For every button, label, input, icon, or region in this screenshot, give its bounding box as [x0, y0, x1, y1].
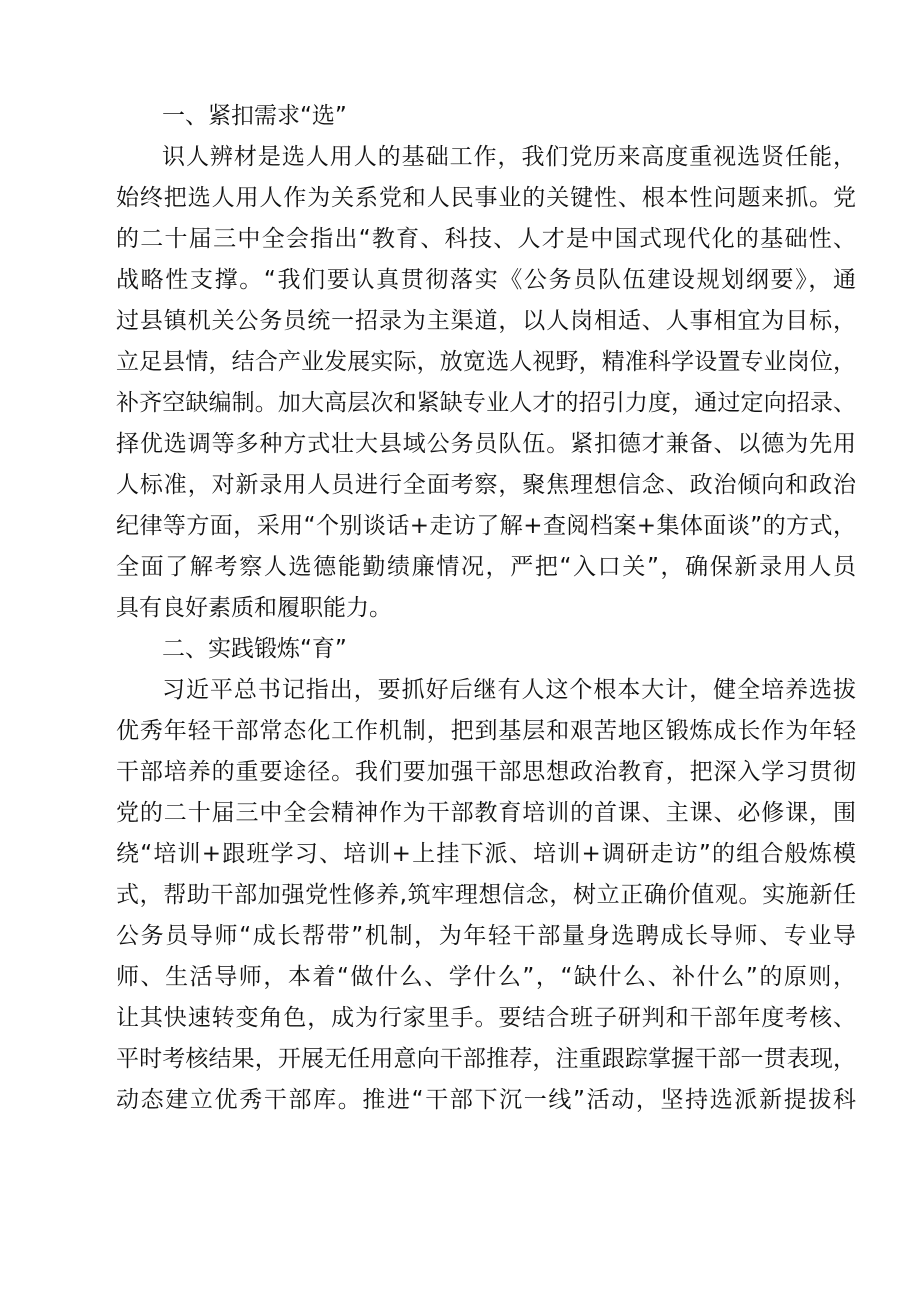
- text-line: 干部培养的重要途径。我们要加强干部思想政治教育，把深入学习贯彻: [116, 759, 856, 785]
- text-line: 式，帮助干部加强党性修养,筑牢理想信念，树立正确价值观。实施新任: [116, 882, 856, 908]
- text-line: 过县镇机关公务员统一招录为主渠道，以人岗相适、人事相宜为目标，: [116, 308, 856, 334]
- section-heading-1: 一、紧扣需求“选”: [162, 103, 347, 129]
- text-line: 人标准，对新录用人员进行全面考察，聚焦理想信念、政治倾向和政治: [116, 472, 856, 498]
- text-line: 识人辨材是选人用人的基础工作，我们党历来高度重视选贤任能，: [162, 144, 856, 170]
- text-line: 择优选调等多种方式壮大县域公务员队伍。紧扣德才兼备、以德为先用: [116, 431, 856, 457]
- text-line: 公务员导师“成长帮带”机制，为年轻干部量身选聘成长导师、专业导: [116, 923, 856, 949]
- paragraph-2: [116, 670, 856, 1121]
- document-body: [116, 96, 856, 1121]
- text-line: 立足县情，结合产业发展实际，放宽选人视野，精准科学设置专业岗位，: [116, 349, 856, 375]
- text-line: 动态建立优秀干部库。推进“干部下沉一线”活动，坚持选派新提拔科: [116, 1087, 856, 1113]
- text-line: 具有良好素质和履职能力。: [116, 595, 392, 621]
- text-line: 纪律等方面，采用“个别谈话+走访了解+查阅档案+集体面谈”的方式，: [116, 513, 856, 539]
- text-line: 党的二十届三中全会精神作为干部教育培训的首课、主课、必修课，围: [116, 800, 856, 826]
- text-line: 全面了解考察人选德能勤绩廉情况，严把“入口关”，确保新录用人员: [116, 554, 856, 580]
- text-line: 的二十届三中全会指出“教育、科技、人才是中国式现代化的基础性、: [116, 226, 856, 252]
- paragraph-1: [116, 137, 856, 629]
- text-line: 平时考核结果，开展无任用意向干部推荐，注重跟踪掌握干部一贯表现，: [116, 1046, 856, 1072]
- text-line: 战略性支撑。“我们要认真贯彻落实《公务员队伍建设规划纲要》，通: [116, 267, 856, 293]
- text-line: 优秀年轻干部常态化工作机制，把到基层和艰苦地区锻炼成长作为年轻: [116, 718, 856, 744]
- text-line: 习近平总书记指出，要抓好后继有人这个根本大计，健全培养选拔: [162, 677, 856, 703]
- text-line: 师、生活导师，本着“做什么、学什么”，“缺什么、补什么”的原则，: [116, 964, 856, 990]
- text-line: 补齐空缺编制。加大高层次和紧缺专业人才的招引力度，通过定向招录、: [116, 390, 856, 416]
- text-line: 绕“培训+跟班学习、培训+上挂下派、培训+调研走访”的组合般炼模: [116, 841, 856, 867]
- section-heading-2: 二、实践锻炼“育”: [162, 636, 347, 662]
- text-line: 让其快速转变角色，成为行家里手。要结合班子研判和干部年度考核、: [116, 1005, 856, 1031]
- text-line: 始终把选人用人作为关系党和人民事业的关键性、根本性问题来抓。党: [116, 185, 856, 211]
